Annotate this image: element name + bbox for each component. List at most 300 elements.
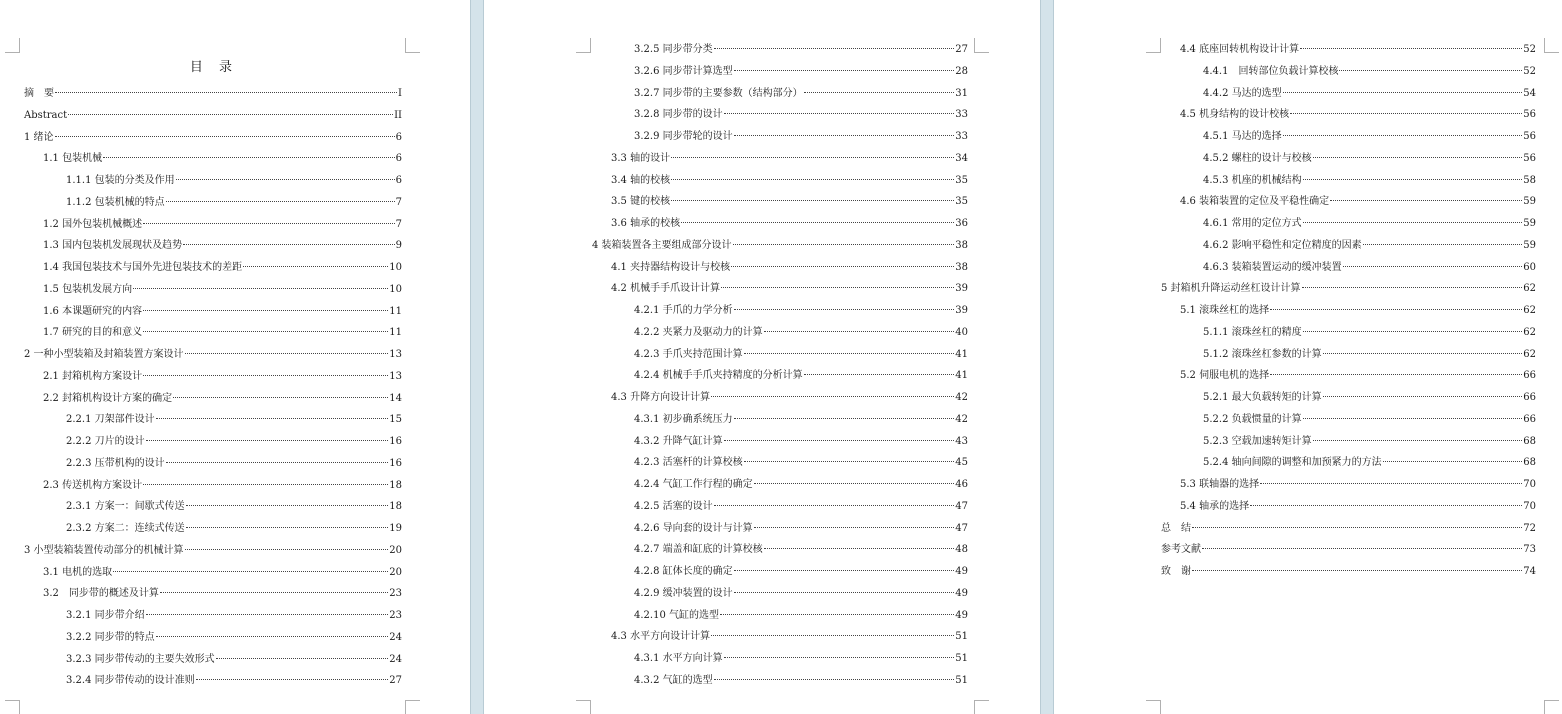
toc-entry[interactable] xyxy=(43,279,402,301)
toc-entry[interactable] xyxy=(1203,431,1536,453)
toc-entry-label: 4.3.2 升降气缸计算 xyxy=(634,435,723,447)
margin-corner-mark xyxy=(1146,38,1161,53)
toc-entry-label: 4.4.2 马达的选型 xyxy=(1203,87,1282,99)
toc-entry-page-number: 51 xyxy=(955,653,968,664)
toc-entry-page-number: 24 xyxy=(389,631,402,643)
toc-entry[interactable] xyxy=(634,648,968,670)
toc-entry-page-number: 42 xyxy=(955,392,968,403)
toc-entry-label: 3.2.6 同步带计算选型 xyxy=(634,65,733,77)
toc-entry-label: 3.2.9 同步带轮的设计 xyxy=(634,131,733,142)
toc-entry[interactable] xyxy=(66,453,402,475)
toc-entry[interactable] xyxy=(66,518,402,540)
margin-corner-mark xyxy=(405,700,420,714)
toc-entry-page-number: 66 xyxy=(1523,413,1536,425)
toc-entry[interactable] xyxy=(1203,344,1536,366)
toc-entry[interactable] xyxy=(634,518,968,540)
toc-entry[interactable] xyxy=(1203,213,1536,235)
toc-dot-leader xyxy=(1283,92,1523,93)
toc-entry-page-number: 7 xyxy=(395,218,402,230)
margin-corner-mark xyxy=(5,700,20,714)
toc-entry-page-number: 56 xyxy=(1523,152,1536,164)
toc-dot-leader xyxy=(186,527,389,528)
toc-entry-label: 4.4.1 回转部位负载计算校核 xyxy=(1203,65,1339,77)
toc-entry[interactable] xyxy=(24,127,402,149)
toc-entry-label: 4.2.7 端盖和缸底的计算校核 xyxy=(634,544,763,556)
toc-entry[interactable] xyxy=(634,126,968,148)
toc-entry-page-number: 52 xyxy=(1523,65,1536,77)
toc-entry[interactable] xyxy=(634,61,968,83)
toc-entry[interactable] xyxy=(66,670,402,692)
toc-entry-label: 3.5 键的校核 xyxy=(611,196,671,208)
toc-entry-label: 4.5.3 机座的机械结构 xyxy=(1203,174,1302,186)
toc-entry-page-number: 19 xyxy=(389,523,402,534)
toc-dot-leader xyxy=(1303,331,1523,332)
toc-entry-page-number: 49 xyxy=(955,566,968,577)
margin-corner-mark xyxy=(576,38,591,53)
toc-dot-leader xyxy=(724,440,955,441)
toc-dot-leader xyxy=(1290,113,1522,114)
toc-entry-label: 4.3.2 气缸的选型 xyxy=(634,674,713,686)
toc-entry-page-number: 28 xyxy=(955,65,968,77)
toc-entry-label: 4.3 升降方向设计计算 xyxy=(611,392,711,403)
toc-dot-leader xyxy=(143,310,388,311)
toc-entry-page-number: 49 xyxy=(955,609,968,621)
toc-entry-page-number: 45 xyxy=(955,457,968,469)
toc-dot-leader xyxy=(55,136,395,137)
toc-entry-label: 3 小型装箱装置传动部分的机械计算 xyxy=(24,544,184,556)
page-gap xyxy=(1040,0,1054,714)
toc-entry-page-number: 38 xyxy=(955,239,968,251)
toc-dot-leader xyxy=(1313,157,1523,158)
toc-entry[interactable] xyxy=(1203,322,1536,344)
toc-dot-leader xyxy=(1192,570,1522,571)
toc-dot-leader xyxy=(1192,527,1522,528)
toc-dot-leader xyxy=(1313,440,1523,441)
toc-entry-label: 4.6.3 装箱装置运动的缓冲装置 xyxy=(1203,261,1342,273)
toc-entry[interactable] xyxy=(43,475,402,497)
toc-dot-leader xyxy=(714,48,955,49)
toc-dot-leader xyxy=(731,266,954,267)
toc-entry-page-number: 6 xyxy=(395,153,402,165)
toc-entry[interactable] xyxy=(1161,278,1536,300)
toc-dot-leader xyxy=(1330,200,1522,201)
toc-entry-page-number: 47 xyxy=(955,522,968,534)
toc-dot-leader xyxy=(160,592,388,593)
toc-entry-label: 5.2.1 最大负载转矩的计算 xyxy=(1203,392,1322,403)
toc-entry[interactable] xyxy=(66,409,402,431)
toc-dot-leader xyxy=(744,461,955,462)
toc-entry-page-number: 62 xyxy=(1523,305,1536,316)
toc-entry[interactable] xyxy=(611,278,968,300)
toc-entry[interactable] xyxy=(43,214,402,236)
toc-dot-leader xyxy=(714,679,955,680)
toc-entry[interactable] xyxy=(634,300,968,322)
toc-entry-label: 3.2.3 同步带传动的主要失效形式 xyxy=(66,653,215,665)
toc-entry-label: 4.3.1 初步确系统压力 xyxy=(634,413,733,425)
toc-dot-leader xyxy=(734,309,955,310)
toc-entry-label: 5.2 伺服电机的选择 xyxy=(1180,370,1270,382)
toc-entry[interactable] xyxy=(24,83,402,105)
toc-entry-page-number: 72 xyxy=(1523,522,1536,534)
toc-entry[interactable] xyxy=(1161,561,1536,583)
toc-entry-page-number: 51 xyxy=(955,631,968,643)
toc-entry[interactable] xyxy=(611,191,968,213)
toc-entry-label: 总 结 xyxy=(1161,522,1191,534)
toc-dot-leader xyxy=(764,548,955,549)
toc-dot-leader xyxy=(185,549,389,550)
toc-entry[interactable] xyxy=(1203,387,1536,409)
toc-entry-page-number: 33 xyxy=(955,109,968,121)
toc-dot-leader xyxy=(734,418,955,419)
toc-entry-label: 4.2.6 导向套的设计与计算 xyxy=(634,522,753,534)
toc-entry[interactable] xyxy=(611,387,968,409)
toc-dot-leader xyxy=(734,592,955,593)
toc-entry[interactable] xyxy=(1180,104,1536,126)
toc-dot-leader xyxy=(711,396,954,397)
toc-entry-label: 4.6.1 常用的定位方式 xyxy=(1203,218,1302,229)
toc-entry-label: 2.2 封箱机构设计方案的确定 xyxy=(43,392,173,404)
toc-entry-page-number: 68 xyxy=(1523,435,1536,447)
toc-entry-page-number: 56 xyxy=(1523,109,1536,121)
toc-entry-label: 1.1.1 包装的分类及作用 xyxy=(66,175,175,186)
toc-entry-page-number: 43 xyxy=(955,435,968,447)
toc-entry-page-number: 7 xyxy=(395,196,402,208)
toc-dot-leader xyxy=(1363,244,1523,245)
toc-entry[interactable] xyxy=(1203,235,1536,257)
toc-dot-leader xyxy=(143,223,395,224)
toc-entry-label: 致 谢 xyxy=(1161,566,1191,577)
toc-entry-page-number: 20 xyxy=(389,566,402,578)
toc-entry[interactable] xyxy=(1203,170,1536,192)
toc-entry[interactable] xyxy=(634,431,968,453)
toc-entry-page-number: 16 xyxy=(389,436,402,447)
toc-entry-label: 3.6 轴承的校核 xyxy=(611,218,681,229)
toc-entry-label: 4.3 水平方向设计计算 xyxy=(611,631,711,643)
toc-entry-page-number: 11 xyxy=(389,327,402,339)
toc-entry-page-number: 11 xyxy=(389,305,402,317)
toc-entry-label: 2.3.2 方案二：连续式传送 xyxy=(66,523,185,534)
toc-entry[interactable] xyxy=(634,104,968,126)
toc-entry-label: 5.2.3 空载加速转矩计算 xyxy=(1203,435,1312,447)
toc-entry-page-number: 27 xyxy=(389,675,402,687)
toc-dot-leader xyxy=(176,179,395,180)
toc-entry-page-number: 18 xyxy=(389,501,402,513)
toc-dot-leader xyxy=(1250,505,1522,506)
toc-entry-page-number: 34 xyxy=(955,152,968,164)
toc-entry-page-number: 70 xyxy=(1523,479,1536,490)
toc-dot-leader xyxy=(804,374,955,375)
toc-entry[interactable] xyxy=(1180,39,1536,61)
toc-entry-page-number: 14 xyxy=(389,392,402,404)
toc-entry-label: 4.2.4 气缸工作行程的确定 xyxy=(634,479,753,490)
toc-dot-leader xyxy=(146,440,389,441)
toc-dot-leader xyxy=(173,397,388,398)
toc-entry[interactable] xyxy=(634,322,968,344)
toc-entry-label: 4.2 机械手手爪设计计算 xyxy=(611,283,721,295)
margin-corner-mark xyxy=(1544,38,1559,53)
toc-entry-page-number: 52 xyxy=(1523,44,1536,55)
toc-entry-label: 4.6 装箱装置的定位及平稳性确定 xyxy=(1180,196,1330,208)
toc-entry-page-number: 15 xyxy=(389,414,402,426)
toc-dot-leader xyxy=(1270,374,1522,375)
toc-dot-leader xyxy=(724,113,955,114)
toc-entry-page-number: 62 xyxy=(1523,348,1536,360)
toc-entry-label: 1.5 包装机发展方向 xyxy=(43,283,133,295)
toc-entry-page-number: 60 xyxy=(1523,261,1536,273)
toc-entry[interactable] xyxy=(43,562,402,584)
toc-dot-leader xyxy=(1303,222,1523,223)
toc-entry-label: 4.4 底座回转机构设计计算 xyxy=(1180,44,1300,55)
toc-dot-leader xyxy=(734,570,955,571)
toc-entry[interactable] xyxy=(1203,452,1536,474)
document-page-3 xyxy=(1054,0,1562,714)
document-page-2 xyxy=(484,0,1040,714)
toc-entry-page-number: 41 xyxy=(955,348,968,360)
toc-entry[interactable] xyxy=(43,301,402,323)
toc-entry[interactable] xyxy=(66,649,402,671)
toc-entry[interactable] xyxy=(1203,148,1536,170)
toc-entry[interactable] xyxy=(611,257,968,279)
toc-entry[interactable] xyxy=(1203,409,1536,431)
toc-dot-leader xyxy=(1300,48,1522,49)
toc-entry-label: 5.1.2 滚珠丝杠参数的计算 xyxy=(1203,348,1322,360)
toc-entry-page-number: 59 xyxy=(1523,196,1536,208)
toc-entry[interactable] xyxy=(634,474,968,496)
page-gap xyxy=(470,0,484,714)
toc-entry-page-number: 18 xyxy=(389,479,402,491)
toc-entry-page-number: 62 xyxy=(1523,326,1536,338)
toc-entry[interactable] xyxy=(1161,539,1536,561)
toc-dot-leader xyxy=(734,70,955,71)
toc-dot-leader xyxy=(1339,70,1522,71)
toc-entry[interactable] xyxy=(66,431,402,453)
toc-entry-label: 5.1.1 滚珠丝杠的精度 xyxy=(1203,326,1302,338)
margin-corner-mark xyxy=(405,38,420,53)
toc-entry[interactable] xyxy=(1203,61,1536,83)
toc-entry-label: Abstract xyxy=(24,109,68,121)
toc-entry-label: 摘 要 xyxy=(24,88,54,99)
toc-entry-page-number: 40 xyxy=(955,326,968,338)
toc-entry-page-number: II xyxy=(394,109,402,121)
toc-entry[interactable] xyxy=(43,257,402,279)
toc-dot-leader xyxy=(186,505,389,506)
toc-entry[interactable] xyxy=(634,605,968,627)
toc-entry[interactable] xyxy=(611,213,968,235)
toc-dot-leader xyxy=(146,614,389,615)
toc-entry[interactable] xyxy=(66,192,402,214)
document-page-1 xyxy=(0,0,470,714)
toc-dot-leader xyxy=(721,287,954,288)
toc-entry[interactable] xyxy=(1161,518,1536,540)
toc-entry[interactable] xyxy=(634,365,968,387)
toc-entry[interactable] xyxy=(634,344,968,366)
toc-dot-leader xyxy=(243,266,388,267)
toc-entry-label: 3.2.7 同步带的主要参数（结构部分） xyxy=(634,87,803,99)
toc-dot-leader xyxy=(1303,418,1523,419)
margin-corner-mark xyxy=(5,38,20,53)
toc-entry-label: 2 一种小型装箱及封箱装置方案设计 xyxy=(24,349,184,360)
toc-dot-leader xyxy=(744,353,955,354)
toc-entry-label: 5 封箱机升降运动丝杠设计计算 xyxy=(1161,283,1301,295)
toc-entry-label: 3.2.1 同步带介绍 xyxy=(66,610,145,621)
toc-dot-leader xyxy=(113,571,388,572)
toc-entry-label: 1.6 本课题研究的内容 xyxy=(43,305,143,317)
toc-dot-leader xyxy=(1343,266,1523,267)
toc-entry-page-number: 41 xyxy=(955,370,968,382)
toc-entry-label: 5.4 轴承的选择 xyxy=(1180,500,1250,512)
toc-entry-label: 4.2.10 气缸的选型 xyxy=(634,609,719,621)
toc-entry-page-number: 39 xyxy=(955,305,968,316)
toc-entry-page-number: 9 xyxy=(395,240,402,252)
toc-entry-page-number: 16 xyxy=(389,457,402,469)
toc-entry-page-number: 24 xyxy=(389,653,402,665)
toc-dot-leader xyxy=(671,200,954,201)
toc-entry-label: 4.5 机身结构的设计校核 xyxy=(1180,109,1290,121)
toc-entry-page-number: 6 xyxy=(395,131,402,143)
toc-entry[interactable] xyxy=(634,670,968,692)
toc-entry-label: 1.1.2 包装机械的特点 xyxy=(66,196,165,208)
toc-entry-label: 5.2.2 负载惯量的计算 xyxy=(1203,413,1302,425)
toc-entry[interactable] xyxy=(1180,300,1536,322)
toc-entry[interactable] xyxy=(1180,365,1536,387)
toc-title: 目 录 xyxy=(189,60,239,75)
toc-entry-page-number: 23 xyxy=(389,610,402,621)
toc-entry[interactable] xyxy=(611,148,968,170)
toc-entry-page-number: 13 xyxy=(389,349,402,360)
toc-entry-page-number: 35 xyxy=(955,196,968,208)
toc-entry[interactable] xyxy=(634,496,968,518)
toc-entry-page-number: 10 xyxy=(389,262,402,273)
toc-entry-label: 3.3 轴的设计 xyxy=(611,152,671,164)
toc-entry-label: 4.5.2 螺柱的设计与校核 xyxy=(1203,152,1312,164)
toc-entry[interactable] xyxy=(634,539,968,561)
toc-entry[interactable] xyxy=(611,170,968,192)
toc-entry[interactable] xyxy=(634,561,968,583)
toc-dot-leader xyxy=(754,483,955,484)
toc-dot-leader xyxy=(734,135,955,136)
toc-entry-label: 2.2.3 压带机构的设计 xyxy=(66,457,165,469)
toc-entry-page-number: 20 xyxy=(389,544,402,556)
toc-entry-page-number: 10 xyxy=(389,283,402,295)
toc-entry-page-number: 73 xyxy=(1523,544,1536,556)
toc-entry-label: 3.2.8 同步带的设计 xyxy=(634,109,723,121)
toc-dot-leader xyxy=(671,157,954,158)
toc-dot-leader xyxy=(143,375,388,376)
toc-entry[interactable] xyxy=(66,170,402,192)
toc-dot-leader xyxy=(714,505,955,506)
toc-entry[interactable] xyxy=(66,496,402,518)
toc-entry-page-number: 48 xyxy=(955,544,968,556)
toc-entry[interactable] xyxy=(43,148,402,170)
toc-entry-label: 4 装箱装置各主要组成部分设计 xyxy=(592,239,732,251)
toc-entry-label: 1.3 国内包装机发展现状及趋势 xyxy=(43,240,183,252)
margin-corner-mark xyxy=(974,38,989,53)
toc-entry-page-number: 27 xyxy=(955,44,968,55)
toc-dot-leader xyxy=(1270,309,1522,310)
toc-dot-leader xyxy=(720,614,954,615)
toc-entry[interactable] xyxy=(1203,83,1536,105)
toc-entry[interactable] xyxy=(43,366,402,388)
toc-entry-label: 5.1 滚珠丝杠的选择 xyxy=(1180,305,1270,316)
toc-dot-leader xyxy=(166,201,395,202)
toc-entry-label: 1.1 包装机械 xyxy=(43,153,103,165)
toc-dot-leader xyxy=(681,222,954,223)
toc-dot-leader xyxy=(216,658,389,659)
toc-entry-page-number: 66 xyxy=(1523,392,1536,403)
toc-entry[interactable] xyxy=(634,452,968,474)
toc-entry-label: 5.2.4 轴向间隙的调整和加预紧力的方法 xyxy=(1203,457,1382,469)
toc-dot-leader xyxy=(1302,287,1523,288)
toc-dot-leader xyxy=(1323,396,1523,397)
toc-entry[interactable] xyxy=(43,388,402,410)
toc-dot-leader xyxy=(733,244,955,245)
toc-entry[interactable] xyxy=(24,344,402,366)
toc-entry[interactable] xyxy=(1180,191,1536,213)
toc-entry[interactable] xyxy=(66,605,402,627)
toc-dot-leader xyxy=(55,92,397,93)
toc-dot-leader xyxy=(156,418,389,419)
toc-entry-page-number: 42 xyxy=(955,413,968,425)
toc-entry[interactable] xyxy=(24,105,402,127)
toc-entry[interactable] xyxy=(43,583,402,605)
toc-entry-label: 4.2.8 缸体长度的确定 xyxy=(634,566,733,577)
toc-entry[interactable] xyxy=(611,626,968,648)
toc-entry-label: 4.2.3 手爪夹持范围计算 xyxy=(634,348,743,360)
toc-entry-label: 3.2.5 同步带分类 xyxy=(634,44,713,55)
toc-entry[interactable] xyxy=(1180,496,1536,518)
toc-dot-leader xyxy=(711,635,954,636)
toc-entry-label: 参考文献 xyxy=(1161,544,1201,556)
toc-entry-page-number: 68 xyxy=(1523,457,1536,469)
toc-entry-page-number: 59 xyxy=(1523,239,1536,251)
toc-dot-leader xyxy=(196,679,389,680)
toc-entry-page-number: 33 xyxy=(955,131,968,142)
toc-entry-label: 4.2.5 活塞的设计 xyxy=(634,500,713,512)
toc-entry-page-number: 58 xyxy=(1523,174,1536,186)
toc-entry[interactable] xyxy=(592,235,968,257)
toc-entry[interactable] xyxy=(1203,257,1536,279)
toc-entry-label: 4.3.1 水平方向计算 xyxy=(634,653,723,664)
toc-entry-page-number: 38 xyxy=(955,261,968,273)
toc-entry-label: 1.7 研究的目的和意义 xyxy=(43,327,143,339)
toc-entry-page-number: 56 xyxy=(1523,131,1536,142)
toc-entry[interactable] xyxy=(634,583,968,605)
margin-corner-mark xyxy=(974,700,989,714)
toc-entry[interactable] xyxy=(1203,126,1536,148)
toc-entry[interactable] xyxy=(1180,474,1536,496)
toc-entry-label: 3.2.4 同步带传动的设计准则 xyxy=(66,675,195,687)
toc-entry-page-number: 59 xyxy=(1523,218,1536,229)
toc-entry-page-number: 70 xyxy=(1523,500,1536,512)
toc-entry-label: 4.2.3 活塞杆的计算校核 xyxy=(634,457,743,469)
toc-entry-label: 5.3 联轴器的选择 xyxy=(1180,479,1260,490)
toc-entry[interactable] xyxy=(634,39,968,61)
toc-entry[interactable] xyxy=(24,540,402,562)
toc-entry[interactable] xyxy=(43,322,402,344)
toc-dot-leader xyxy=(724,657,955,658)
toc-entry-label: 4.2.1 手爪的力学分析 xyxy=(634,305,733,316)
toc-entry[interactable] xyxy=(634,83,968,105)
toc-dot-leader xyxy=(1323,353,1523,354)
toc-entry[interactable] xyxy=(66,627,402,649)
toc-entry-label: 4.2.2 夹紧力及驱动力的计算 xyxy=(634,326,763,338)
toc-entry[interactable] xyxy=(43,235,402,257)
toc-entry-label: 2.1 封箱机构方案设计 xyxy=(43,370,143,382)
toc-dot-leader xyxy=(143,484,388,485)
toc-entry-page-number: 36 xyxy=(955,218,968,229)
toc-entry-label: 1.2 国外包装机械概述 xyxy=(43,218,143,230)
toc-entry[interactable] xyxy=(634,409,968,431)
